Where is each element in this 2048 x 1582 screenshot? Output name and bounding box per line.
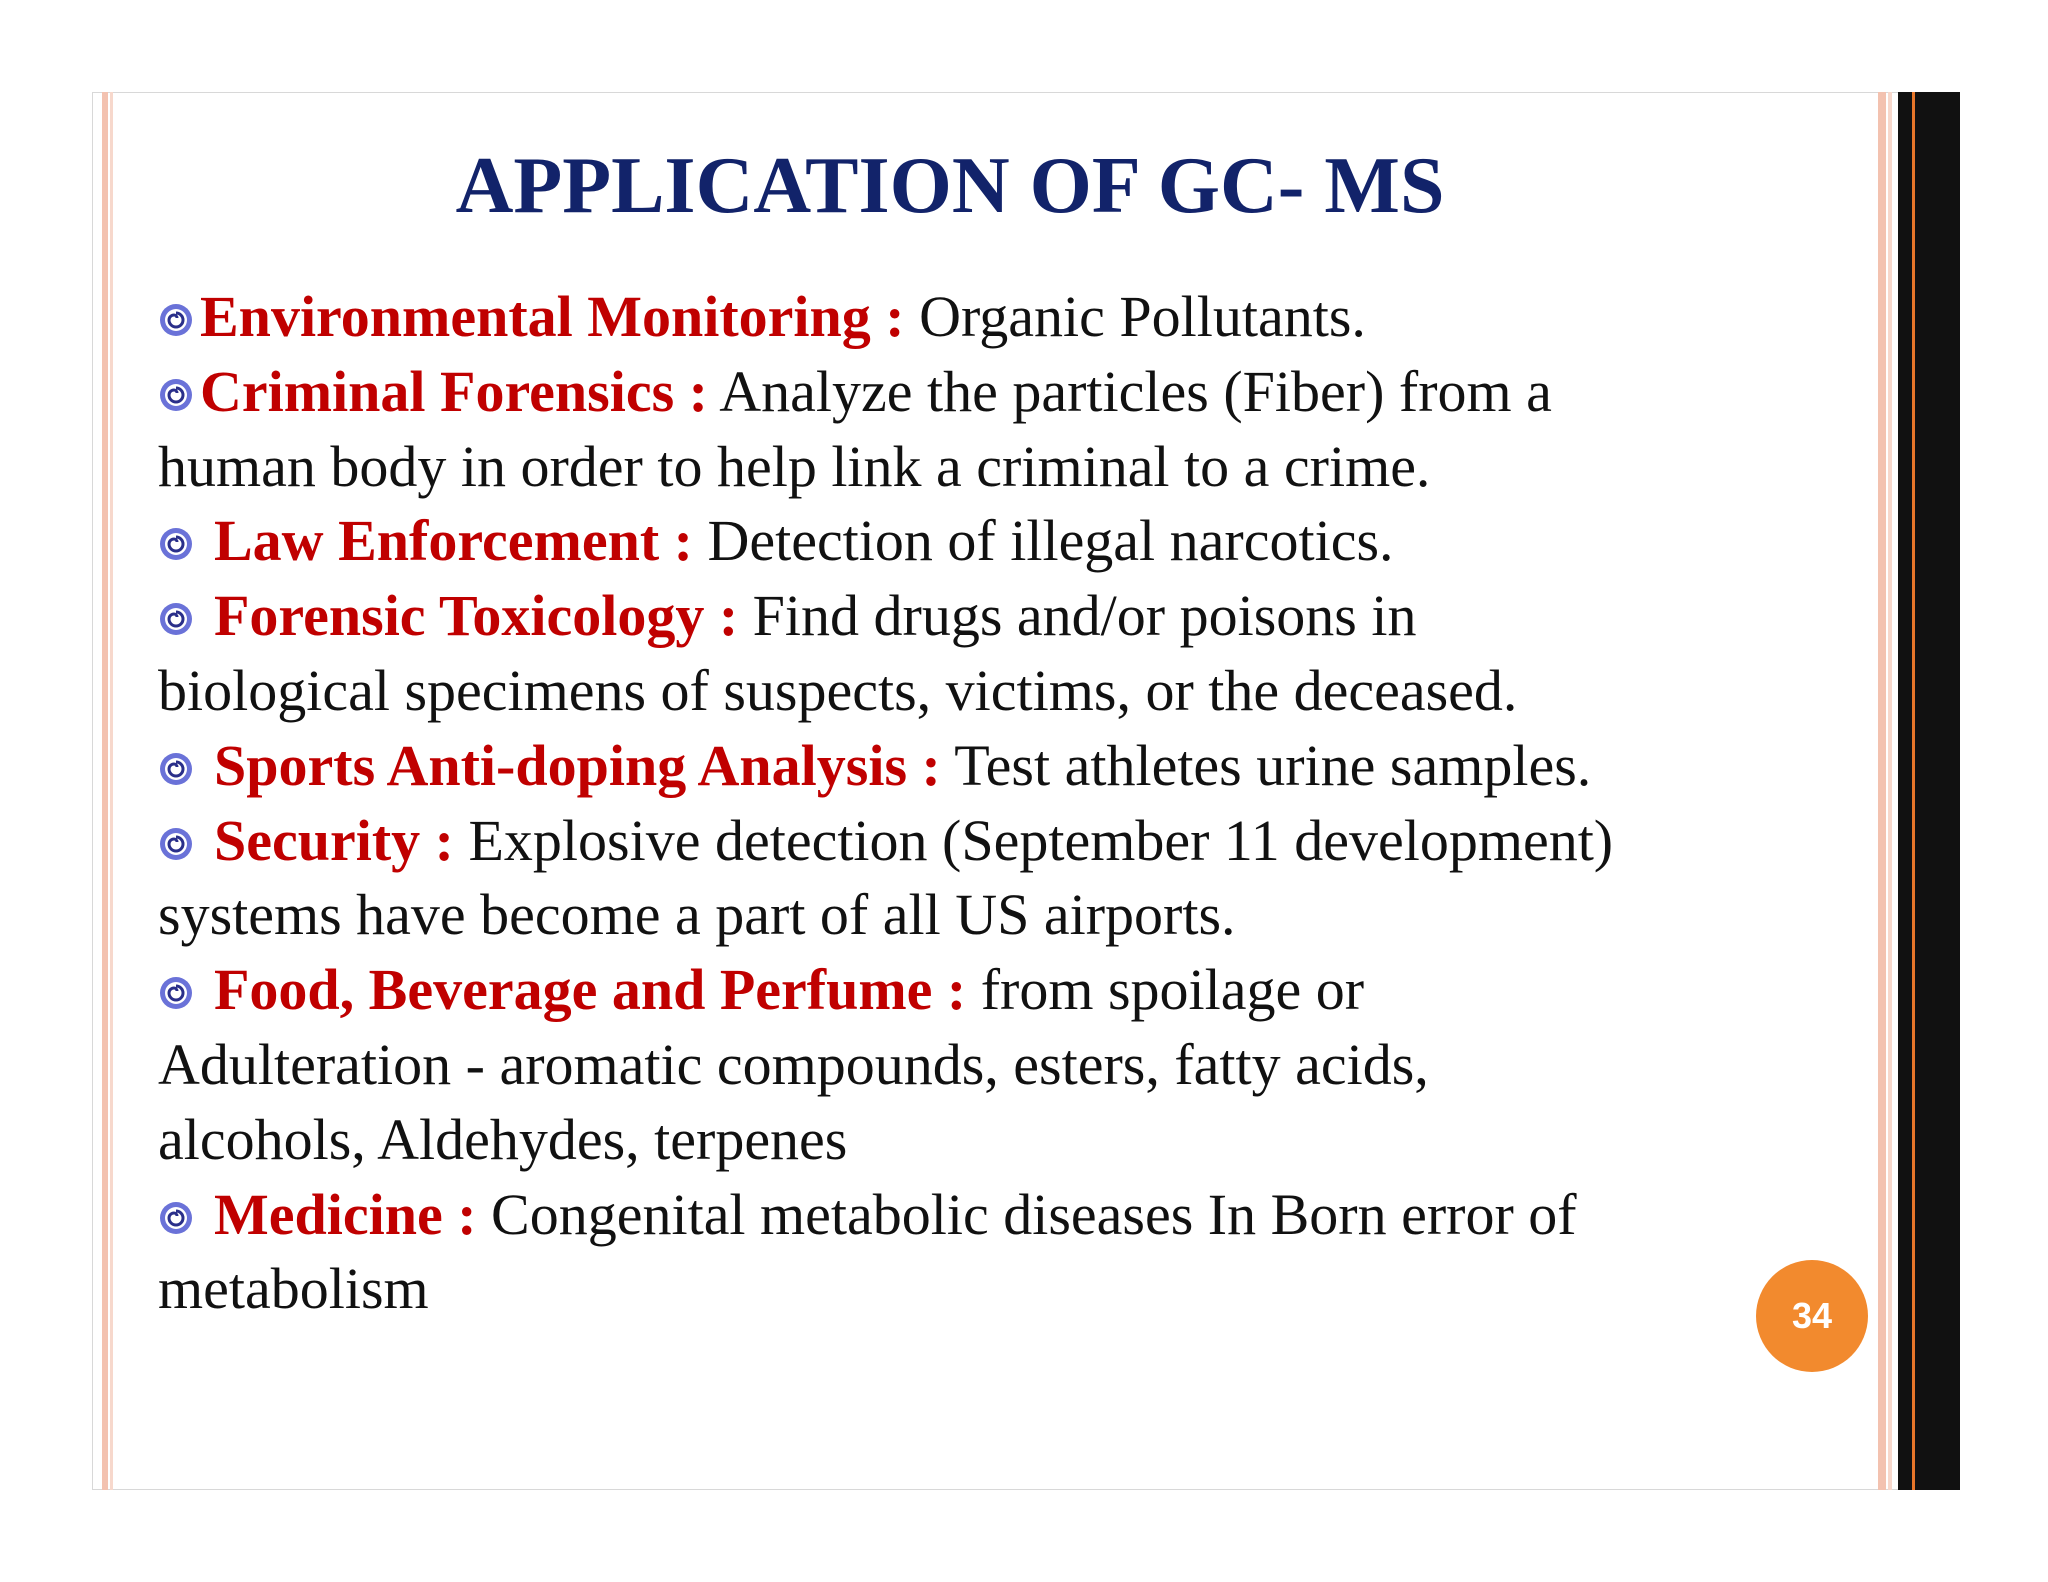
list-item: [158, 579, 1758, 654]
list-item: [158, 504, 1758, 579]
spiral-bullet-icon: [158, 526, 194, 562]
item-description: Congenital metabolic diseases In Born error of: [476, 1181, 1577, 1247]
list-item: [158, 355, 1758, 430]
item-continuation: Adulteration - aromatic compounds, esters, fatty acids,: [158, 1031, 1429, 1097]
item-description: Find drugs and/or poisons in: [738, 583, 1417, 649]
item-term: Law Enforcement :: [214, 508, 693, 574]
list-item: [158, 1178, 1758, 1253]
right-orange-line: [1912, 92, 1915, 1490]
item-description: Detection of illegal narcotics.: [692, 508, 1394, 574]
item-description: Organic Pollutants.: [904, 284, 1366, 349]
item-description: Test athletes urine samples.: [940, 732, 1592, 798]
list-item: [158, 729, 1758, 804]
page-number-badge: 34: [1756, 1260, 1868, 1372]
list-item: [158, 953, 1758, 1028]
slide-title: APPLICATION OF GC- MS: [455, 142, 1445, 230]
item-continuation: alcohols, Aldehydes, terpenes: [158, 1106, 848, 1172]
item-term: Forensic Toxicology :: [214, 583, 739, 649]
spiral-bullet-icon: [158, 751, 194, 787]
item-description: from spoilage or: [966, 957, 1365, 1023]
right-border-stripe: [1878, 92, 1886, 1490]
application-list: [158, 280, 1758, 1327]
item-term: Criminal Forensics :: [200, 358, 708, 424]
item-continuation: systems have become a part of all US airports.: [158, 882, 1236, 948]
item-continuation: biological specimens of suspects, victims, or the deceased.: [158, 657, 1518, 723]
item-term: Sports Anti-doping Analysis :: [214, 732, 941, 798]
spiral-bullet-icon: [158, 1200, 194, 1236]
item-continuation: human body in order to help link a criminal to a crime.: [158, 433, 1431, 499]
spiral-bullet-icon: [158, 975, 194, 1011]
list-item: [158, 280, 1758, 355]
spiral-bullet-icon: [158, 302, 194, 338]
item-term: Food, Beverage and Perfume :: [214, 957, 967, 1023]
left-border-stripe: [102, 92, 108, 1490]
spiral-bullet-icon: [158, 377, 194, 413]
right-dark-band: [1898, 92, 1960, 1490]
item-description: Explosive detection (September 11 development): [454, 807, 1614, 873]
item-term: Security :: [214, 807, 454, 873]
item-term: Environmental Monitoring :: [200, 284, 905, 349]
right-border-stripe-inner: [1888, 92, 1892, 1490]
list-item: [158, 804, 1758, 879]
left-border-stripe-inner: [110, 92, 113, 1490]
spiral-bullet-icon: [158, 826, 194, 862]
spiral-bullet-icon: [158, 601, 194, 637]
item-continuation: metabolism: [158, 1256, 429, 1322]
item-term: Medicine :: [214, 1181, 477, 1247]
item-description: Analyze the particles (Fiber) from a: [707, 358, 1552, 424]
